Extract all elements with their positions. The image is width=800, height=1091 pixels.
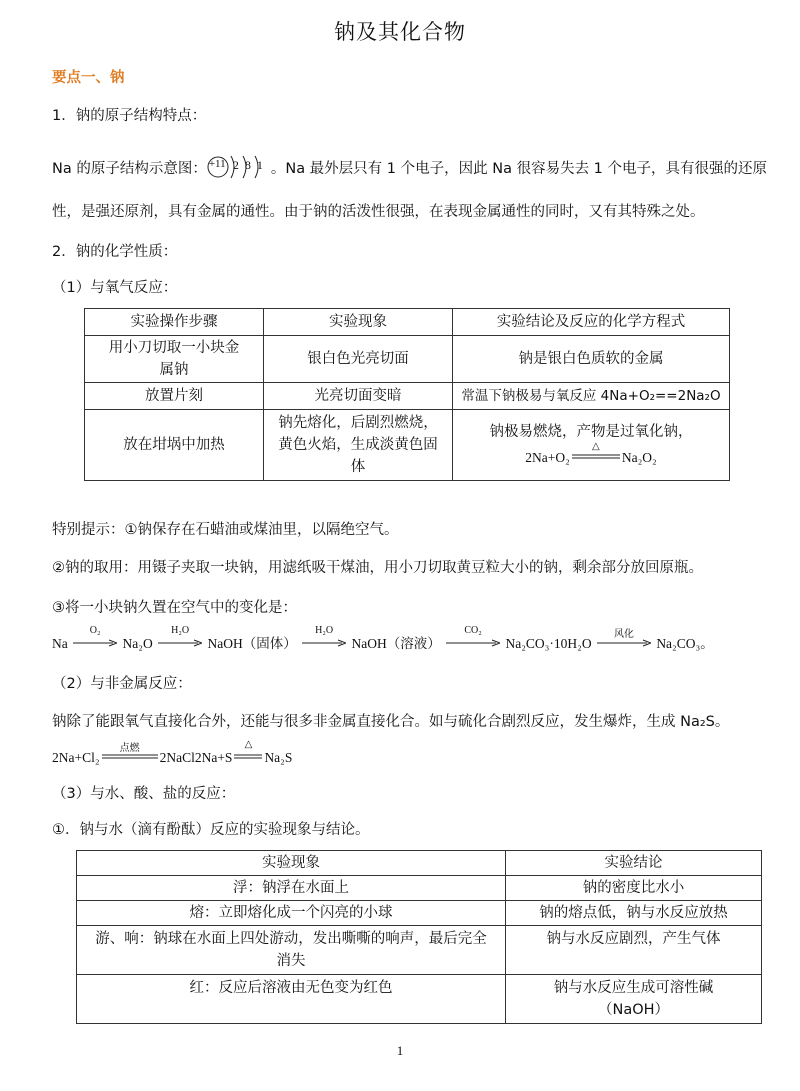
water-reaction-table [76,850,762,1024]
condition-label: 点燃 [119,743,140,754]
table-cell: 钠先熔化，后剧烈燃烧，黄色火焰，生成淡黄色固体 [264,410,453,481]
table-row [77,975,762,1024]
table-cell: 游、响：钠球在水面上四处游动，发出嘶嘶的响声，最后完全消失 [77,926,506,975]
tip-handling: ②钠的取用：用镊子夹取一块钠，用滤纸吸干煤油，用小刀切取黄豆粒大小的钠，剩余部分放回原瓶。 [52,560,703,576]
atom-prefix: Na 的原子结构示意图： [52,161,207,177]
arrow-label: 风化 [613,629,634,640]
table-header: 实验结论 [506,851,762,876]
table-cell: 熔：立即熔化成一个闪亮的小球 [77,901,506,926]
equation-left: 2Na+O₂ [525,450,570,465]
table-cell: 放在坩埚中加热 [85,410,264,481]
atom-text-after: 。Na 最外层只有 1 个电子，因此 Na 很容易失去 1 个电子，具有很强的还原 [270,161,768,177]
chain-substance: Na₂CO₃·10H₂O [505,636,592,651]
equation-left: 2Na+Cl₂ [52,750,100,765]
table-row [85,336,730,383]
atom-shell-1: 2 [232,158,239,172]
table-cell: 光亮切面变暗 [264,383,453,410]
table-cell: 钠的熔点低，钠与水反应放热 [506,901,762,926]
atom-structure-diagram [207,152,271,182]
tip-storage: 特别提示：①钠保存在石蜡油或煤油里，以隔绝空气。 [52,522,399,538]
oxygen-reaction-table [84,308,730,481]
reaction-arrow [73,625,117,652]
air-exposure-chain [52,625,752,652]
table-header-row [77,851,762,876]
table-cell: 钠与水反应剧烈，产生气体 [506,926,762,975]
subheading-nonmetal: （2）与非金属反应： [52,676,192,692]
peroxide-equation [457,441,725,469]
equation-condition-sign [572,441,620,469]
table-cell-text: 钠极易燃烧，产物是过氧化钠， [489,424,693,440]
page-number: 1 [396,1043,404,1058]
table-cell [453,410,730,481]
condition-label: △ [244,739,253,750]
chain-substance: NaOH（溶液） [351,636,441,651]
condition-label: △ [591,441,600,452]
table-row [85,410,730,481]
table-cell: 放置片刻 [85,383,264,410]
table-header: 实验结论及反应的化学方程式 [453,309,730,336]
item-3-heading: ①．钠与水（滴有酚酞）反应的实验现象与结论。 [52,822,370,838]
nonmetal-equation [52,739,752,766]
table-cell: 钠与水反应生成可溶性碱（NaOH） [506,975,762,1024]
table-header-row [85,309,730,336]
chain-substance: Na₂CO₃。 [656,636,714,651]
subheading-water: （3）与水、酸、盐的反应： [52,786,236,802]
chain-substance: Na [52,636,68,651]
nonmetal-paragraph: 钠除了能跟氧气直接化合外，还能与很多非金属直接化合。如与硫化合剧烈反应，发生爆炸，生成 Na₂S。 [52,714,730,730]
tip-air-exposure: ③将一小块钠久置在空气中的变化是： [52,600,297,616]
atom-shell-3: 1 [256,158,263,172]
equation-condition-sign [234,739,262,766]
table-cell: 浮：钠浮在水面上 [77,876,506,901]
reaction-arrow [158,625,202,652]
reaction-arrow [446,625,500,652]
subheading-oxygen: （1）与氧气反应： [52,280,178,296]
table-header: 实验操作步骤 [85,309,264,336]
section-heading: 要点一、钠 [52,70,125,86]
table-cell: 银白色光亮切面 [264,336,453,383]
reaction-arrow [302,625,346,652]
item-2-heading: 2．钠的化学性质： [52,244,178,260]
table-row [85,383,730,410]
table-header: 实验现象 [77,851,506,876]
table-row [77,926,762,975]
table-cell: 常温下钠极易与氧反应 4Na+O₂==2Na₂O [453,383,730,410]
equation-condition-sign [102,743,158,766]
atom-nucleus: +11 [208,158,226,170]
table-cell: 钠是银白色质软的金属 [453,336,730,383]
equation-right: Na₂O₂ [621,450,657,465]
equation-right: Na₂S [264,750,293,765]
table-cell: 钠的密度比水小 [506,876,762,901]
table-header: 实验现象 [264,309,453,336]
paragraph-line: 性，是强还原剂，具有金属的通性。由于钠的活泼性很强，在表现金属通性的同时，又有其特殊之处。 [52,204,705,220]
atom-paragraph [52,152,768,182]
equation-middle: 2NaCl2Na+S [159,750,233,765]
item-1-heading: 1．钠的原子结构特点： [52,108,207,124]
chain-substance: NaOH（固体） [207,636,297,651]
reaction-arrow [597,629,651,652]
table-cell: 用小刀切取一小块金属钠 [85,336,264,383]
table-cell: 红：反应后溶液由无色变为红色 [77,975,506,1024]
arrow-label: O₂ [89,625,101,636]
chain-substance: Na₂O [122,636,153,651]
page-title: 钠及其化合物 [334,20,466,44]
arrow-label: H₂O [171,625,190,636]
table-row [77,901,762,926]
table-row [77,876,762,901]
arrow-label: CO₂ [464,625,482,636]
arrow-label: H₂O [315,625,334,636]
atom-shell-2: 8 [244,158,251,172]
